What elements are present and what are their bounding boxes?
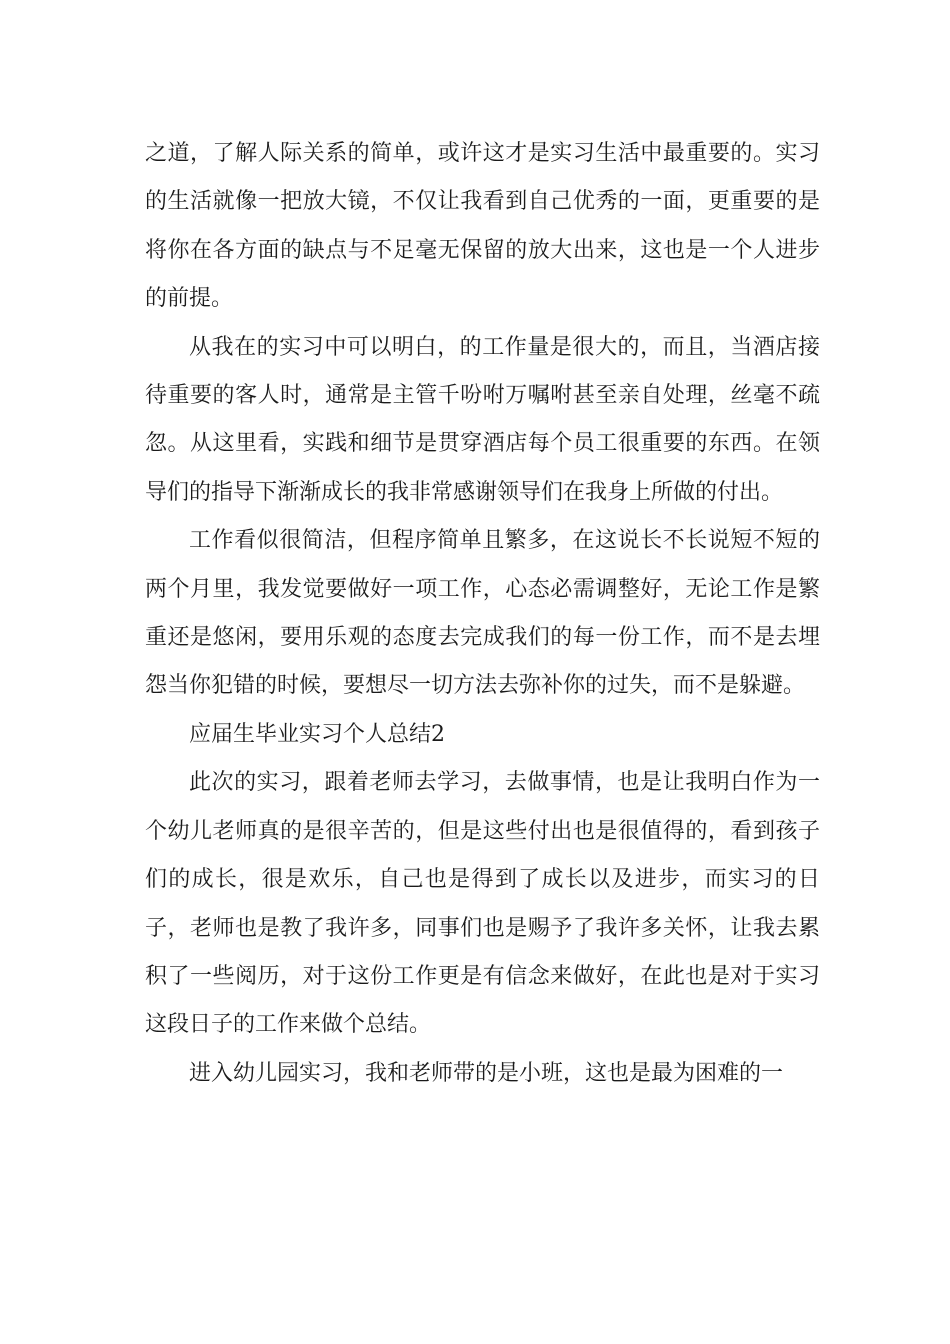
section-heading: 应届生毕业实习个人总结2 — [189, 721, 445, 747]
paragraph-1: 之道，了解人际关系的简单，或许这才是实习生活中最重要的。实习的生活就像一把放大镜，不仅让我看到自己优秀的一面，更重要的是将你在各方面的缺点与不足毫无保留的放大出来，这也是一个人进步的前提。 — [145, 141, 820, 312]
paragraph-3: 工作看似很简洁，但程序简单且繁多，在这说长不长说短不短的两个月里，我发觉要做好一项工作，心态必需调整好，无论工作是繁重还是悠闲，要用乐观的态度去完成我们的每一份工作，而不是去埋怨当你犯错的时候，要想尽一切方法去弥补你的过失，而不是躲避。 — [145, 528, 820, 699]
paragraph-5: 进入幼儿园实习，我和老师带的是小班，这也是最为困难的一 — [189, 1060, 784, 1086]
paragraph-2: 从我在的实习中可以明白，的工作量是很大的，而且，当酒店接待重要的客人时，通常是主管千吩咐万嘱咐甚至亲自处理，丝毫不疏忽。从这里看，实践和细节是贯穿酒店每个员工很重要的东西。在领导们的指导下渐渐成长的我非常感谢领导们在我身上所做的付出。 — [145, 334, 820, 505]
paragraph-4: 此次的实习，跟着老师去学习，去做事情，也是让我明白作为一个幼儿老师真的是很辛苦的，但是这些付出也是很值得的，看到孩子们的成长，很是欢乐，自己也是得到了成长以及进步，而实习的日子，老师也是教了我许多，同事们也是赐予了我许多关怀，让我去累积了一些阅历，对于这份工作更是有信念来做好，在此也是对于实习这段日子的工作来做个总结。 — [145, 770, 820, 1038]
document-body — [145, 130, 820, 1098]
